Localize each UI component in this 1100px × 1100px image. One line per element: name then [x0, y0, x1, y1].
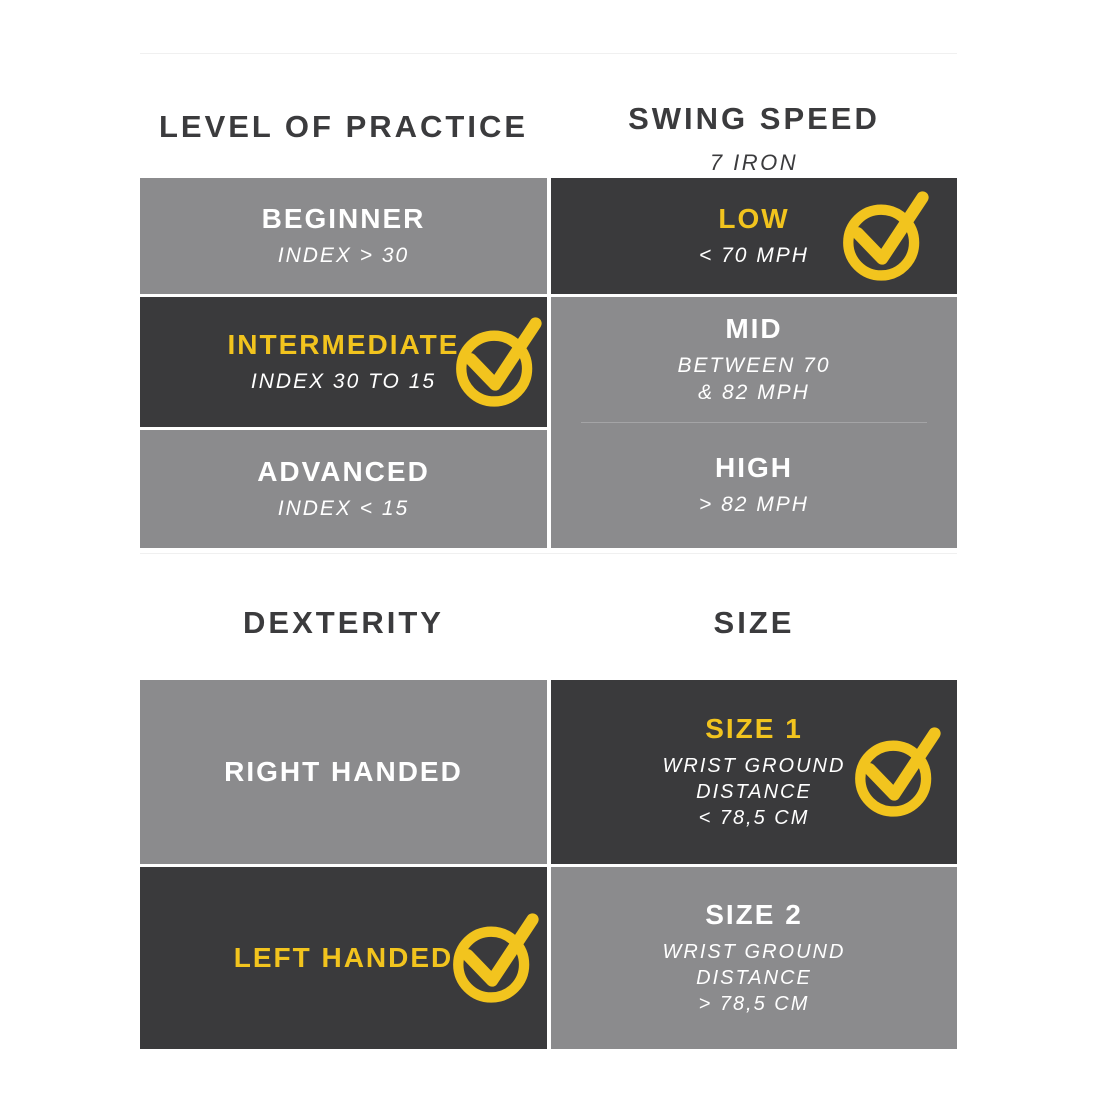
option-sublabel: INDEX 30 TO 15: [250, 369, 437, 393]
dexterity-section-title: DEXTERITY: [243, 604, 444, 640]
option-sublabel: > 82 MPH: [699, 493, 809, 517]
option-label: INTERMEDIATE: [227, 328, 460, 360]
option-low[interactable]: [551, 178, 957, 294]
dexterity-section-header: [140, 555, 547, 680]
option-label: LOW: [718, 202, 790, 234]
option-label: SIZE 2: [705, 899, 803, 931]
practice-section-title: LEVEL OF PRACTICE: [158, 108, 529, 144]
option-mid[interactable]: [677, 297, 830, 422]
option-left-handed[interactable]: [140, 867, 547, 1049]
option-label: MID: [725, 312, 783, 344]
option-sublabel: WRIST GROUND DISTANCE > 78,5 CM: [662, 940, 846, 1015]
option-label: ADVANCED: [257, 455, 430, 487]
option-advanced[interactable]: [140, 430, 547, 548]
middle-hairline: [140, 553, 957, 554]
option-high[interactable]: [699, 423, 809, 548]
option-label: RIGHT HANDED: [224, 755, 463, 787]
option-label: LEFT HANDED: [233, 941, 454, 973]
option-size-2[interactable]: [551, 867, 957, 1049]
swing-section-title: SWING SPEED: [628, 101, 880, 136]
option-sublabel: WRIST GROUND DISTANCE < 78,5 CM: [662, 754, 846, 829]
option-label: SIZE 1: [705, 713, 803, 745]
check-circle-icon: [450, 315, 544, 409]
check-circle-icon: [447, 911, 541, 1005]
option-intermediate[interactable]: [140, 297, 547, 427]
option-label: BEGINNER: [261, 202, 426, 234]
option-label: HIGH: [715, 452, 793, 484]
option-sublabel: INDEX < 15: [277, 496, 410, 520]
option-right-handed[interactable]: [140, 680, 547, 864]
size-section-header: [551, 555, 957, 680]
check-circle-icon: [837, 189, 931, 283]
option-sublabel: < 70 MPH: [699, 243, 809, 267]
option-size-1[interactable]: [551, 680, 957, 864]
option-sublabel: BETWEEN 70 & 82 MPH: [677, 353, 831, 405]
option-sublabel: INDEX > 30: [277, 243, 410, 267]
option-beginner[interactable]: [140, 178, 547, 294]
option-group-mid-high: [551, 297, 957, 548]
top-hairline: [140, 53, 957, 54]
swing-section-subtitle: 7 IRON: [709, 150, 799, 175]
size-section-title: SIZE: [713, 604, 795, 640]
swing-section-header: [551, 55, 957, 178]
practice-section-header: [140, 55, 547, 178]
check-circle-icon: [849, 725, 943, 819]
